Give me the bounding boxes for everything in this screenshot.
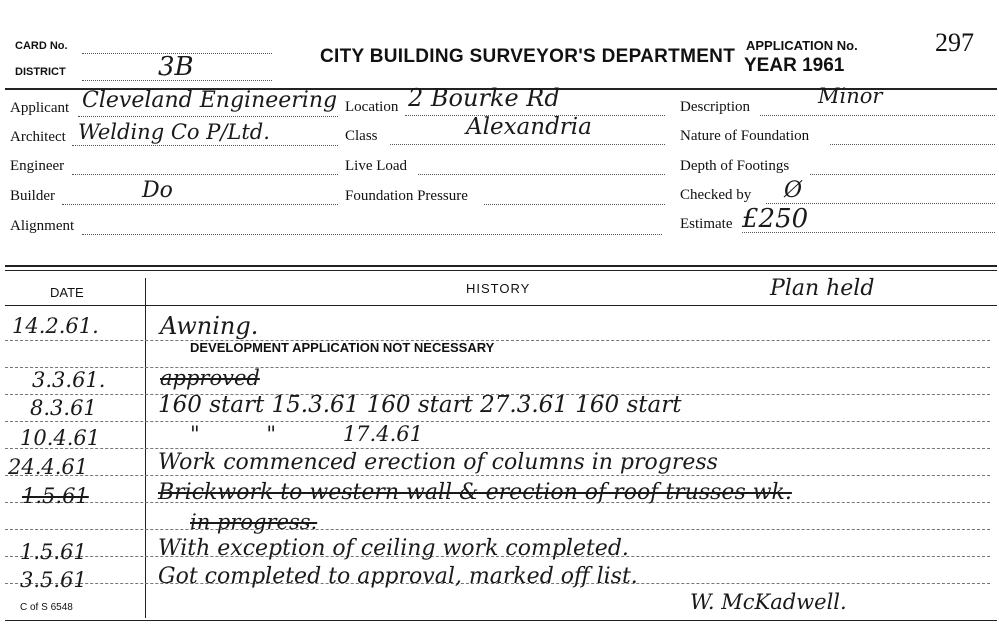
row-history: approved xyxy=(160,366,260,390)
checked-by-value: Ø xyxy=(784,178,803,203)
class-line xyxy=(390,144,665,145)
table-header-rule xyxy=(5,305,997,306)
application-no-value: 297 xyxy=(935,28,974,57)
row-date: 1.5.61 xyxy=(22,484,89,508)
row-date: 10.4.61 xyxy=(20,426,101,450)
table-top-rule-2 xyxy=(5,270,997,271)
row-date: 3.5.61 xyxy=(20,568,87,592)
builder-label: Builder xyxy=(10,188,55,204)
row-history: " " 17.4.61 xyxy=(190,422,423,446)
engineer-line xyxy=(72,174,338,175)
district-value: 3B xyxy=(158,52,194,82)
description-label: Description xyxy=(680,99,750,115)
depth-of-footings-label: Depth of Footings xyxy=(680,158,790,174)
architect-value: Welding Co P/Ltd. xyxy=(78,120,270,144)
applicant-label: Applicant xyxy=(10,100,70,116)
row-date: 8.3.61 xyxy=(30,396,97,420)
checked-by-label: Checked by xyxy=(680,187,752,203)
department-title: CITY BUILDING SURVEYOR'S DEPARTMENT xyxy=(320,46,736,67)
nature-of-foundation-label: Nature of Foundation xyxy=(680,128,810,144)
row-date: 24.4.61 xyxy=(8,455,89,479)
row-history: in progress. xyxy=(190,510,318,534)
history-line xyxy=(5,340,990,341)
row-history: 160 start 15.3.61 160 start 27.3.61 160 start xyxy=(158,392,682,418)
description-value: Minor xyxy=(818,84,883,108)
builder-line xyxy=(62,204,338,205)
estimate-label: Estimate xyxy=(680,216,733,232)
foundation-pressure-label: Foundation Pressure xyxy=(345,188,468,204)
depth-of-footings-line xyxy=(810,174,995,175)
row-date: 14.2.61. xyxy=(12,314,99,338)
nature-of-foundation-line xyxy=(830,144,995,145)
engineer-label: Engineer xyxy=(10,158,65,174)
description-line xyxy=(760,115,995,116)
card-no-label: CARD No. xyxy=(15,40,68,52)
builder-value: Do xyxy=(142,178,173,203)
date-header: DATE xyxy=(50,285,84,300)
foundation-pressure-line xyxy=(484,204,665,205)
applicant-line xyxy=(78,116,338,117)
row-date: 1.5.61 xyxy=(20,540,87,564)
row-history: Brickwork to western wall & erection of roof trusses wk. xyxy=(158,480,792,505)
location-label: Location xyxy=(345,99,399,115)
history-line xyxy=(5,475,990,476)
row-history: With exception of ceiling work completed. xyxy=(158,536,629,561)
history-line xyxy=(5,367,990,368)
class-value: Alexandria xyxy=(466,114,592,140)
architect-line xyxy=(72,145,338,146)
plan-note: Plan held xyxy=(770,276,875,301)
application-no-label: APPLICATION No. xyxy=(746,38,858,53)
row-history: Work commenced erection of columns in progress xyxy=(158,450,718,475)
class-label: Class xyxy=(345,128,378,144)
form-code: C of S 6548 xyxy=(20,602,73,613)
row-date: 3.3.61. xyxy=(32,368,106,392)
location-value: 2 Bourke Rd xyxy=(408,84,560,112)
history-line xyxy=(5,529,990,530)
live-load-label: Live Load xyxy=(345,158,408,174)
development-note: DEVELOPMENT APPLICATION NOT NECESSARY xyxy=(190,340,495,355)
row-history: Got completed to approval, marked off list. xyxy=(158,564,638,589)
signature: W. McKadwell. xyxy=(690,590,847,614)
row-history: Awning. xyxy=(160,312,259,340)
history-line xyxy=(5,421,990,422)
live-load-line xyxy=(418,174,665,175)
alignment-line xyxy=(82,234,662,235)
estimate-value: £250 xyxy=(742,204,809,234)
history-header: HISTORY xyxy=(466,281,531,296)
bottom-rule xyxy=(5,620,997,621)
year-label: YEAR 1961 xyxy=(744,55,845,76)
district-label: DISTRICT xyxy=(15,66,66,78)
applicant-value: Cleveland Engineering xyxy=(82,88,338,113)
architect-label: Architect xyxy=(10,129,66,145)
table-top-rule xyxy=(5,265,997,267)
history-line xyxy=(5,448,990,449)
alignment-label: Alignment xyxy=(10,218,75,234)
